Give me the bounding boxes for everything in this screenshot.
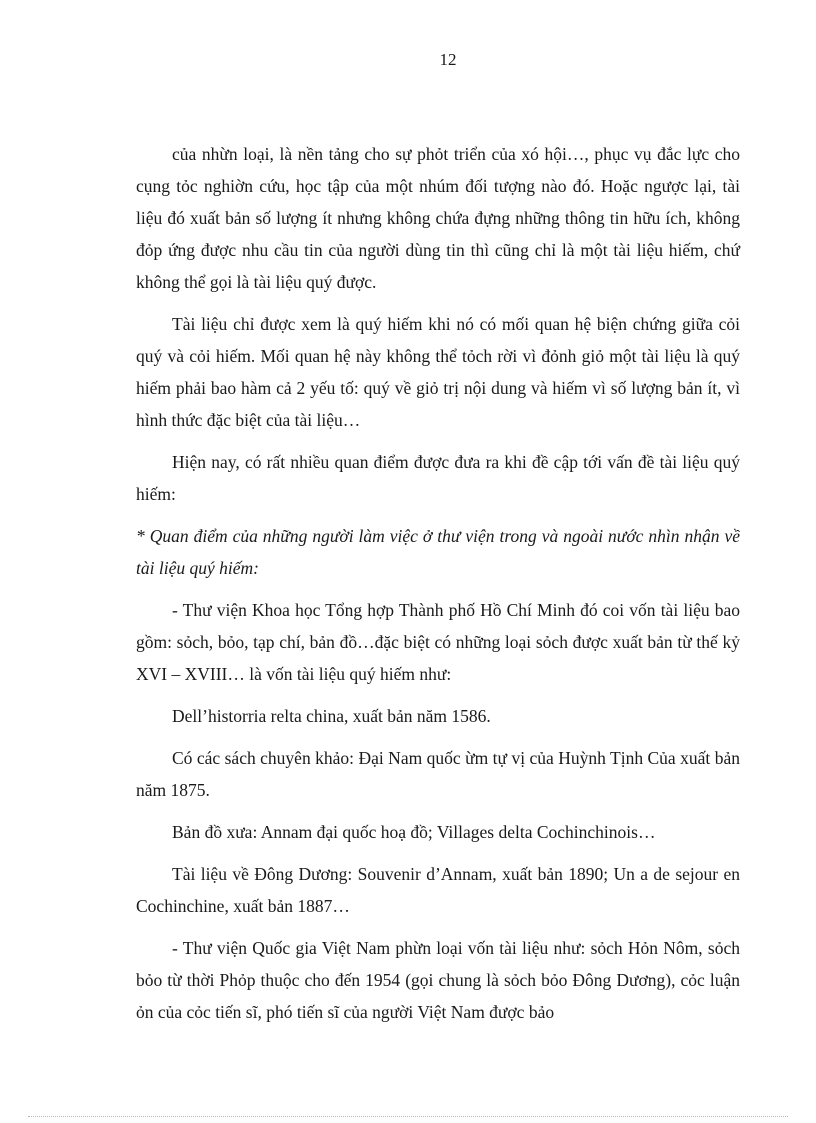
body-text (136, 138, 740, 1038)
paragraph-3: Hiện nay, có rất nhiều quan điểm được đưa ra khi đề cập tới vấn đề tài liệu quý hiếm: (136, 452, 740, 504)
paragraph-2: Tài liệu chỉ được xem là quý hiếm khi nó có mối quan hệ biện chứng giữa cỏi quý và cỏi hiếm. Mối quan hệ này không thể tỏch rời vì đỏnh giỏ một tài liệu là quý hiếm phải bao hàm cả 2 yếu tố: quý về giỏ trị nội dung và hiếm vì số lượng bản ít, vì hình thức đặc biệt của tài liệu… (136, 314, 740, 430)
paragraph-7: Có các sách chuyên khảo: Đại Nam quốc ừm tự vị của Huỳnh Tịnh Của xuất bản năm 1875. (136, 748, 740, 800)
paragraph-9: Tài liệu về Đông Dương: Souvenir d’Annam, xuất bản 1890; Un a de sejour en Cochinchine, xuất bản 1887… (136, 864, 740, 916)
paragraph-1: của nhừn loại, là nền tảng cho sự phỏt triển của xó hội…, phục vụ đắc lực cho cụng tỏc nghiờn cứu, học tập của một nhúm đối tượng nào đó. Hoặc ngược lại, tài liệu đó xuất bản số lượng ít nhưng không chứa đựng những thông tin hữu ích, không đỏp ứng được nhu cầu tin của người dùng tin thì cũng chỉ là một tài liệu hiếm, chứ không thể gọi là tài liệu quý được. (136, 144, 740, 292)
page-number: 12 (439, 50, 457, 69)
paragraph-4-heading: * Quan điểm của những người làm việc ở thư viện trong và ngoài nước nhìn nhận về tài liệu quý hiếm: (136, 526, 740, 578)
paragraph-8: Bản đồ xưa: Annam đại quốc hoạ đồ; Villages delta Cochinchinois… (172, 822, 656, 842)
paragraph-10: - Thư viện Quốc gia Việt Nam phừn loại vốn tài liệu như: sỏch Hỏn Nôm, sỏch bỏo từ thời Phỏp thuộc cho đến 1954 (gọi chung là sỏch bỏo Đông Dương), cỏc luận ỏn của cỏc tiến sĩ, phó tiến sĩ của người Việt Nam được bảo (136, 938, 740, 1022)
paragraph-6: Dell’historria relta china, xuất bản năm 1586. (172, 706, 491, 726)
page-bottom-divider (28, 1116, 788, 1117)
paragraph-5: - Thư viện Khoa học Tổng hợp Thành phố Hồ Chí Minh đó coi vốn tài liệu bao gồm: sỏch, bỏo, tạp chí, bản đồ…đặc biệt có những loại sỏch được xuất bản từ thế kỷ XVI – XVIII… là vốn tài liệu quý hiếm như: (136, 600, 740, 684)
